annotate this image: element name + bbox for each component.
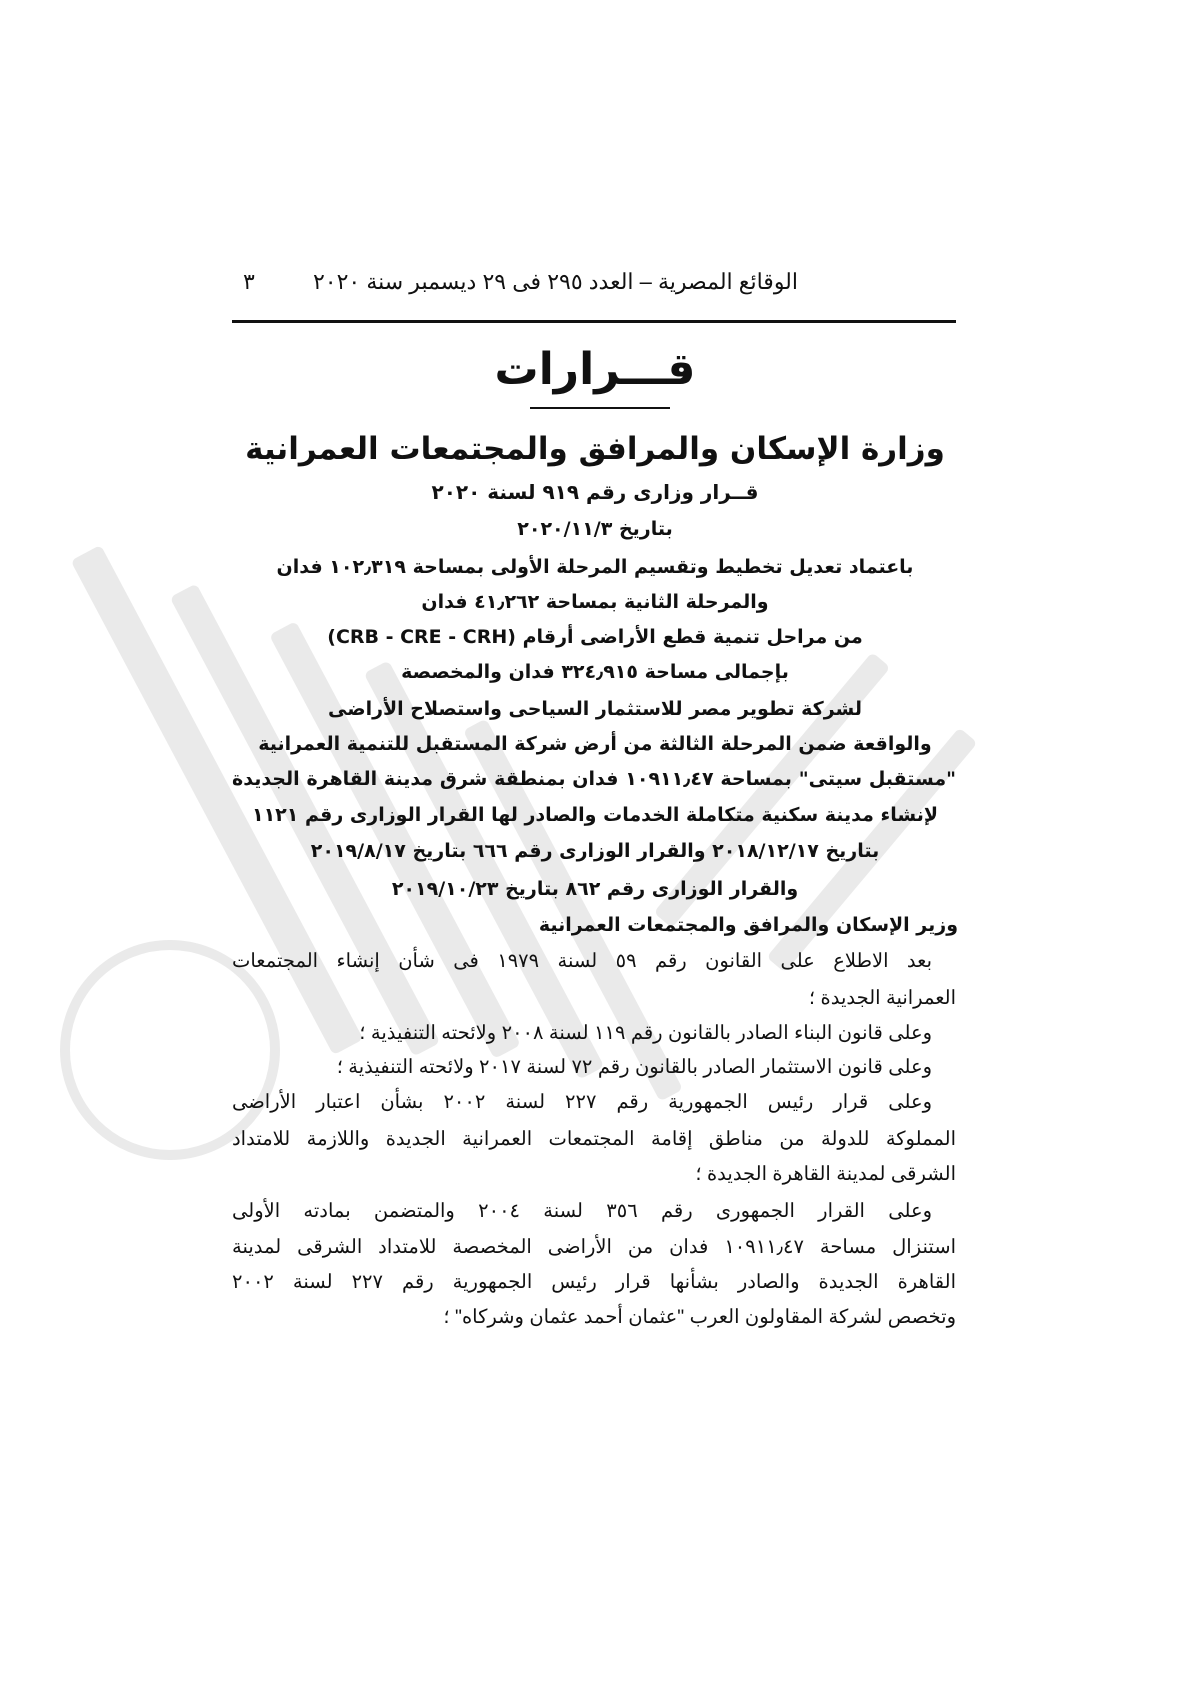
- body-line: الشرقى لمدينة القاهرة الجديدة ؛: [695, 1163, 956, 1185]
- body-line: استنزال مساحة ١٠٩١١٫٤٧ فدان من الأراضى المخصصة للامتداد الشرقى لمدينة: [232, 1236, 956, 1258]
- decree-number: قــرار وزارى رقم ٩١٩ لسنة ٢٠٢٠: [431, 480, 759, 504]
- subject-line: والقرار الوزارى رقم ٨٦٢ بتاريخ ٢٠١٩/١٠/٢٣: [391, 878, 799, 900]
- ministry-title: وزارة الإسكان والمرافق والمجتمعات العمرانية: [245, 431, 945, 467]
- issuer-heading: وزير الإسكان والمرافق والمجتمعات العمرانية: [538, 914, 958, 936]
- gazette-header-title: الوقائع المصرية – العدد ٢٩٥ فى ٢٩ ديسمبر سنة ٢٠٢٠: [312, 269, 798, 294]
- body-line: وعلى قانون الاستثمار الصادر بالقانون رقم ٧٢ لسنة ٢٠١٧ ولائحته التنفيذية ؛: [336, 1056, 932, 1078]
- body-line: القاهرة الجديدة والصادر بشأنها قرار رئيس الجمهورية رقم ٢٢٧ لسنة ٢٠٠٢: [232, 1271, 956, 1293]
- body-line: وعلى قانون البناء الصادر بالقانون رقم ١١٩ لسنة ٢٠٠٨ ولائحته التنفيذية ؛: [359, 1022, 932, 1044]
- body-line: العمرانية الجديدة ؛: [808, 987, 956, 1009]
- body-line: وعلى القرار الجمهورى رقم ٣٥٦ لسنة ٢٠٠٤ والمتضمن بمادته الأولى: [232, 1200, 932, 1222]
- subject-line: بإجمالى مساحة ٣٢٤٫٩١٥ فدان والمخصصة: [401, 661, 789, 683]
- section-title: قـــرارات: [494, 344, 696, 395]
- subject-line: باعتماد تعديل تخطيط وتقسيم المرحلة الأولى بمساحة ١٠٢٫٣١٩ فدان: [276, 556, 914, 578]
- body-line: بعد الاطلاع على القانون رقم ٥٩ لسنة ١٩٧٩ فى شأن إنشاء المجتمعات: [232, 950, 933, 972]
- subject-line: بتاريخ ٢٠١٨/١٢/١٧ والقرار الوزارى رقم ٦٦٦ بتاريخ ٢٠١٩/٨/١٧: [310, 840, 880, 862]
- decree-date: بتاريخ ٢٠٢٠/١١/٣: [517, 518, 673, 540]
- subject-line: من مراحل تنمية قطع الأراضى أرقام (CRB - CRE - CRH): [327, 626, 863, 648]
- subject-line: لشركة تطوير مصر للاستثمار السياحى واستصلاح الأراضى: [327, 698, 862, 720]
- subject-line: لإنشاء مدينة سكنية متكاملة الخدمات والصادر لها القرار الوزارى رقم ١١٢١: [251, 804, 939, 826]
- subject-line: "مستقبل سيتى" بمساحة ١٠٩١١٫٤٧ فدان بمنطقة شرق مدينة القاهرة الجديدة: [232, 768, 956, 790]
- page-number: ٣: [243, 269, 255, 294]
- header-rule: [232, 320, 956, 323]
- body-line: وتخصص لشركة المقاولون العرب "عثمان أحمد عثمان وشركاه" ؛: [443, 1306, 956, 1328]
- section-title-underline: [530, 407, 670, 409]
- body-line: وعلى قرار رئيس الجمهورية رقم ٢٢٧ لسنة ٢٠٠٢ بشأن اعتبار الأراضى: [232, 1091, 933, 1113]
- subject-line: والمرحلة الثانية بمساحة ٤١٫٢٦٢ فدان: [421, 591, 769, 613]
- subject-line: والواقعة ضمن المرحلة الثالثة من أرض شركة المستقبل للتنمية العمرانية: [258, 733, 932, 755]
- body-line: المملوكة للدولة من مناطق إقامة المجتمعات العمرانية الجديدة واللازمة للامتداد: [232, 1128, 956, 1150]
